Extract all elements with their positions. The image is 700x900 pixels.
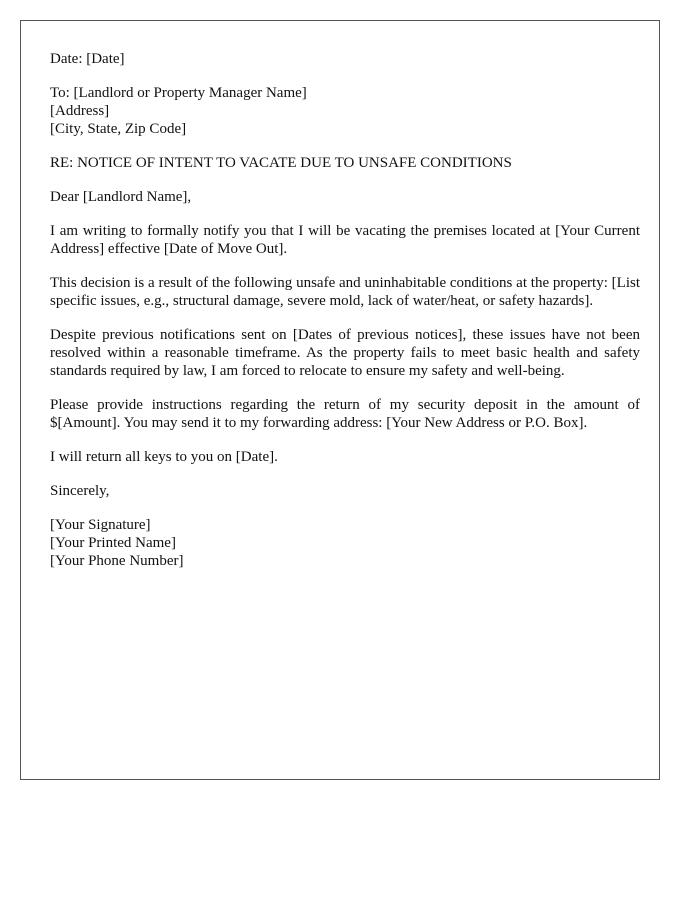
letter-page (20, 20, 660, 780)
salutation: Dear [Landlord Name], (50, 189, 192, 205)
body-paragraph-conditions: This decision is a result of the following unsafe and uninhabitable conditions at the property: [List specific issues, e.g., structural damage, severe mold, lack of water/heat, or safety hazards]. (50, 275, 640, 309)
phone-line: [Your Phone Number] (50, 553, 184, 569)
body-paragraph-deposit: Please provide instructions regarding the return of my security deposit in the amount of $[Amount]. You may send it to my forwarding address: [Your New Address or P.O. Box]. (50, 397, 640, 431)
date-line: Date: [Date] (50, 51, 125, 67)
signature-block (50, 516, 640, 570)
printed-name-line: [Your Printed Name] (50, 535, 176, 551)
body-paragraph-notice: I am writing to formally notify you that I will be vacating the premises located at [Your Current Address] effective [Date of Move Out]. (50, 223, 640, 257)
recipient-address-line: [Address] (50, 103, 110, 119)
body-paragraph-keys: I will return all keys to you on [Date]. (50, 449, 278, 465)
body-paragraph-previous-notices: Despite previous notifications sent on [Dates of previous notices], these issues have not been resolved within a reasonable timeframe. As the property fails to meet basic health and safety standards required by law, I am forced to relocate to ensure my safety and well-being. (50, 327, 640, 379)
signature-line: [Your Signature] (50, 517, 151, 533)
recipient-block (50, 84, 640, 138)
closing: Sincerely, (50, 483, 110, 499)
recipient-city-line: [City, State, Zip Code] (50, 121, 187, 137)
subject-line: RE: NOTICE OF INTENT TO VACATE DUE TO UNSAFE CONDITIONS (50, 155, 512, 171)
letter-content (50, 50, 640, 586)
recipient-to-line: To: [Landlord or Property Manager Name] (50, 85, 307, 101)
